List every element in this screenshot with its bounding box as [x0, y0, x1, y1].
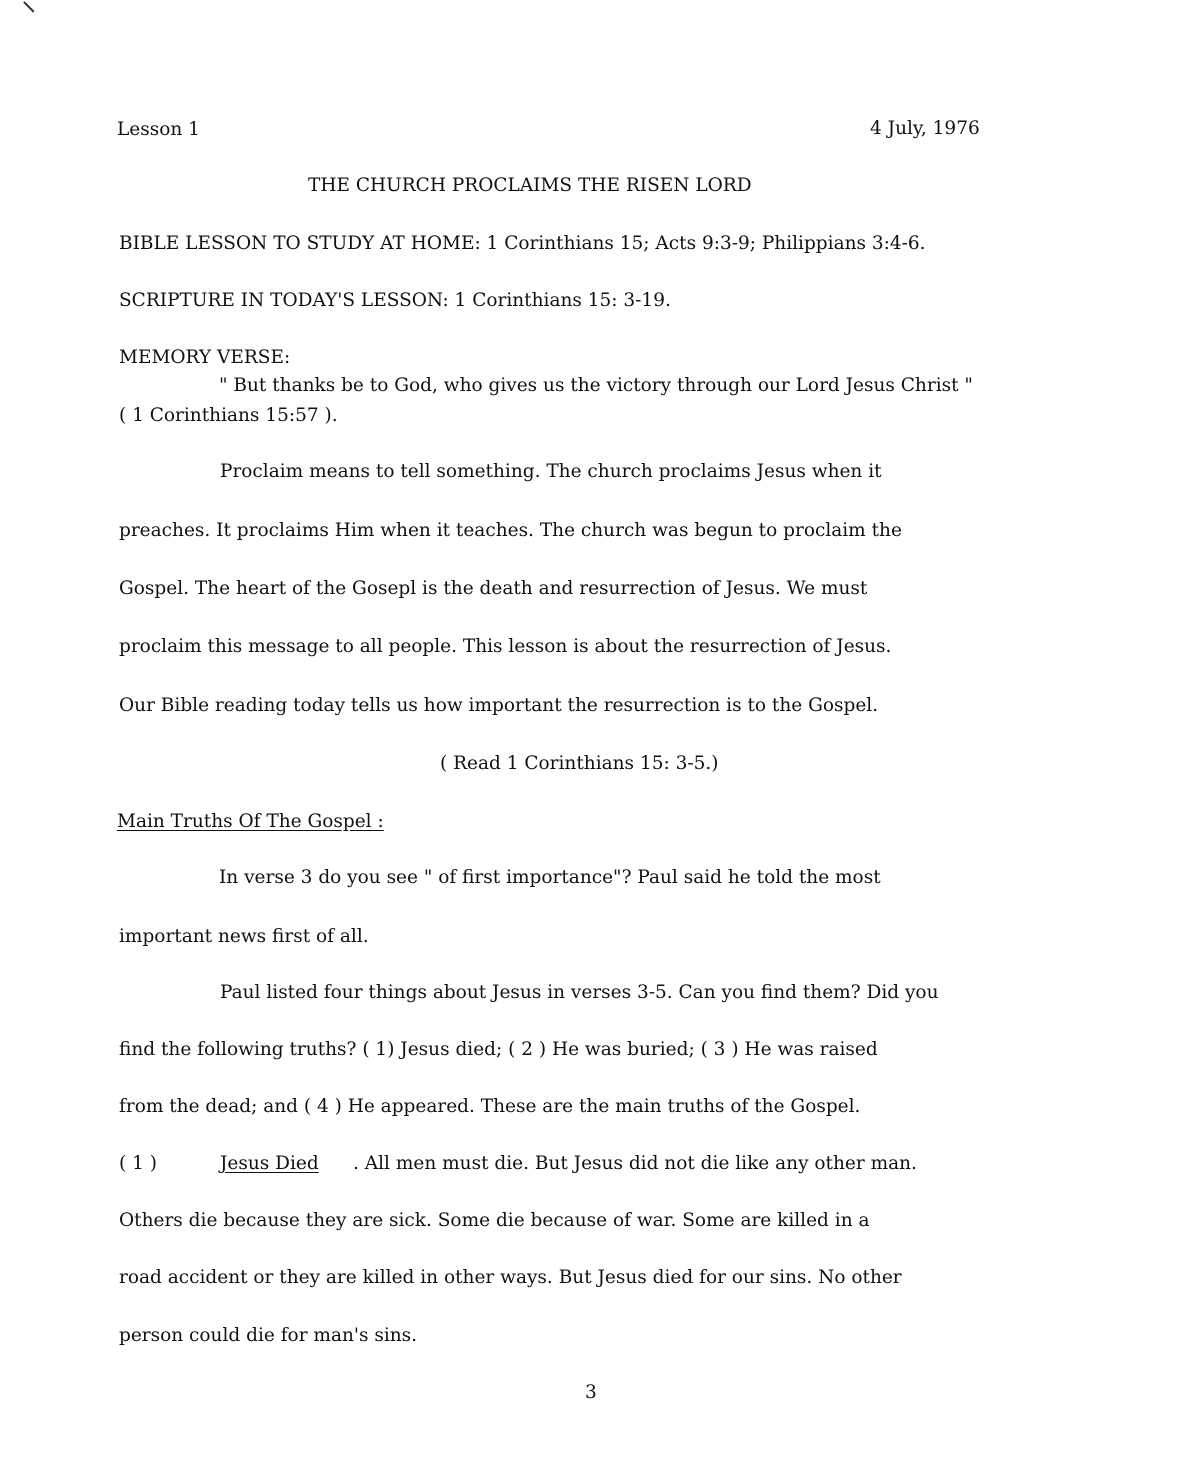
paragraph-line: find the following truths? ( 1) Jesus died; ( 2 ) He was buried; ( 3 ) He was raised	[119, 1039, 878, 1060]
lesson-date: 4 July, 1976	[870, 118, 980, 139]
paragraph-line: important news first of all.	[119, 926, 369, 947]
page-title: THE CHURCH PROCLAIMS THE RISEN LORD	[308, 175, 752, 196]
point-number: ( 1 )	[119, 1153, 157, 1174]
bible-lesson: BIBLE LESSON TO STUDY AT HOME: 1 Corinthians 15; Acts 9:3-9; Philippians 3:4-6.	[119, 233, 926, 254]
paragraph-line: proclaim this message to all people. This lesson is about the resurrection of Jesus.	[119, 636, 892, 657]
paragraph-line: Others die because they are sick. Some die because of war. Some are killed in a	[119, 1210, 870, 1231]
paragraph-line: Paul listed four things about Jesus in verses 3-5. Can you find them? Did you	[220, 982, 939, 1003]
paragraph-line: Proclaim means to tell something. The church proclaims Jesus when it	[220, 461, 882, 482]
paragraph-line: from the dead; and ( 4 ) He appeared. These are the main truths of the Gospel.	[119, 1096, 861, 1117]
point-heading: Jesus Died	[220, 1153, 319, 1174]
paragraph-line: Our Bible reading today tells us how important the resurrection is to the Gospel.	[119, 695, 879, 716]
paragraph-line: road accident or they are killed in other ways. But Jesus died for our sins. No other	[119, 1267, 902, 1288]
memory-verse-text: " But thanks be to God, who gives us the victory through our Lord Jesus Christ "	[219, 375, 973, 396]
read-note: ( Read 1 Corinthians 15: 3-5.)	[440, 753, 719, 774]
memory-verse-ref: ( 1 Corinthians 15:57 ).	[119, 405, 338, 426]
page-number: 3	[585, 1382, 597, 1403]
scripture: SCRIPTURE IN TODAY'S LESSON: 1 Corinthians 15: 3-19.	[119, 290, 671, 311]
lesson-number: Lesson 1	[117, 119, 200, 140]
section-heading: Main Truths Of The Gospel :	[117, 811, 384, 832]
memory-verse-label: MEMORY VERSE:	[119, 347, 291, 368]
paragraph-line: person could die for man's sins.	[119, 1325, 418, 1346]
paragraph-line: preaches. It proclaims Him when it teaches. The church was begun to proclaim the	[119, 520, 902, 541]
scan-mark	[24, 1, 35, 12]
paragraph-line: Gospel. The heart of the Gosepl is the death and resurrection of Jesus. We must	[119, 578, 868, 599]
paragraph-line: In verse 3 do you see " of first importance"? Paul said he told the most	[219, 867, 881, 888]
point-first-line: . All men must die. But Jesus did not die like any other man.	[353, 1153, 917, 1174]
